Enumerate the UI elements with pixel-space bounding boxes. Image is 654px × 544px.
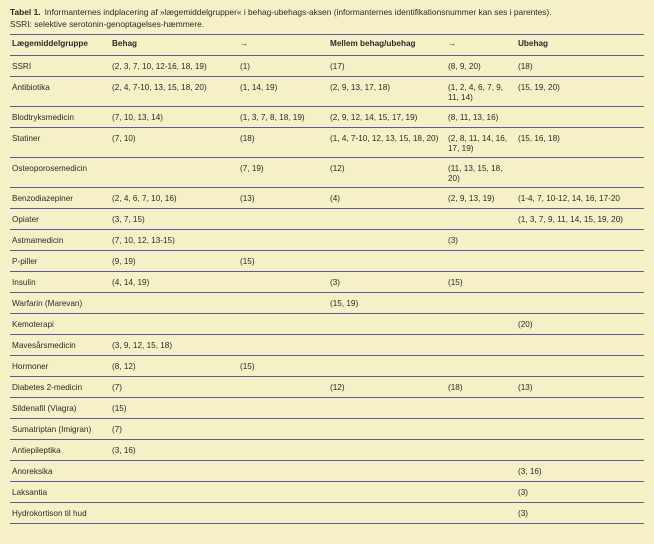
arrow-1-cell bbox=[238, 272, 328, 293]
arrow-1-cell: (18) bbox=[238, 128, 328, 158]
ubehag-cell bbox=[516, 230, 644, 251]
behag-cell: (15) bbox=[110, 398, 238, 419]
behag-cell bbox=[110, 158, 238, 188]
mellem-cell bbox=[328, 230, 446, 251]
drug-group-cell: Sumatriptan (Imigran) bbox=[10, 419, 110, 440]
drug-group-cell: Astmamedicin bbox=[10, 230, 110, 251]
behag-cell: (3, 9, 12, 15, 18) bbox=[110, 335, 238, 356]
ubehag-cell: (3) bbox=[516, 482, 644, 503]
behag-cell: (3, 16) bbox=[110, 440, 238, 461]
arrow-2-cell bbox=[446, 335, 516, 356]
mellem-cell: (1, 4, 7-10, 12, 13, 15, 18, 20) bbox=[328, 128, 446, 158]
behag-cell: (7) bbox=[110, 419, 238, 440]
ubehag-cell: (1-4, 7, 10-12, 14, 16, 17-20 bbox=[516, 188, 644, 209]
arrow-2-cell: (8, 9, 20) bbox=[446, 56, 516, 77]
behag-cell: (7) bbox=[110, 377, 238, 398]
behag-cell: (2, 4, 6, 7, 10, 16) bbox=[110, 188, 238, 209]
drug-group-cell: Hormoner bbox=[10, 356, 110, 377]
caption-label: Tabel 1. bbox=[10, 7, 41, 17]
mellem-cell bbox=[328, 335, 446, 356]
drug-group-cell: Anoreksika bbox=[10, 461, 110, 482]
ubehag-cell bbox=[516, 272, 644, 293]
drug-group-cell: Laksantia bbox=[10, 482, 110, 503]
ubehag-cell: (3) bbox=[516, 503, 644, 524]
arrow-1-cell bbox=[238, 293, 328, 314]
drug-group-cell: Hydrokortison til hud bbox=[10, 503, 110, 524]
header-mellem: Mellem behag/ubehag bbox=[328, 35, 446, 56]
mellem-cell bbox=[328, 356, 446, 377]
table-row bbox=[10, 107, 644, 128]
arrow-2-cell bbox=[446, 209, 516, 230]
drug-group-cell: Antiepileptika bbox=[10, 440, 110, 461]
drug-group-cell: Benzodiazepiner bbox=[10, 188, 110, 209]
arrow-1-cell: (1, 3, 7, 8, 18, 19) bbox=[238, 107, 328, 128]
arrow-2-cell bbox=[446, 293, 516, 314]
table-row bbox=[10, 482, 644, 503]
table-row bbox=[10, 56, 644, 77]
mellem-cell bbox=[328, 209, 446, 230]
arrow-2-cell bbox=[446, 398, 516, 419]
mellem-cell: (3) bbox=[328, 272, 446, 293]
caption-line-2: SSRI: selektive serotonin-genoptagelses-hæmmere. bbox=[10, 19, 205, 29]
drug-group-cell: Opiater bbox=[10, 209, 110, 230]
mellem-cell bbox=[328, 461, 446, 482]
arrow-1-cell bbox=[238, 419, 328, 440]
ubehag-cell bbox=[516, 440, 644, 461]
arrow-1-cell bbox=[238, 440, 328, 461]
ubehag-cell: (3, 16) bbox=[516, 461, 644, 482]
ubehag-cell bbox=[516, 158, 644, 188]
table-row bbox=[10, 314, 644, 335]
table-row bbox=[10, 503, 644, 524]
arrow-2-cell: (2, 9, 13, 19) bbox=[446, 188, 516, 209]
behag-cell bbox=[110, 482, 238, 503]
ubehag-cell bbox=[516, 335, 644, 356]
mellem-cell: (15, 19) bbox=[328, 293, 446, 314]
ubehag-cell: (15, 19, 20) bbox=[516, 77, 644, 107]
table-row bbox=[10, 461, 644, 482]
drug-group-cell: Osteoporosemedicin bbox=[10, 158, 110, 188]
mellem-cell: (17) bbox=[328, 56, 446, 77]
table-row bbox=[10, 209, 644, 230]
arrow-1-cell: (13) bbox=[238, 188, 328, 209]
arrow-1-cell bbox=[238, 377, 328, 398]
header-row bbox=[10, 35, 644, 56]
header-behag: Behag bbox=[110, 35, 238, 56]
ubehag-cell bbox=[516, 107, 644, 128]
drug-group-cell: Statiner bbox=[10, 128, 110, 158]
arrow-2-cell bbox=[446, 461, 516, 482]
ubehag-cell: (18) bbox=[516, 56, 644, 77]
arrow-1-cell: (1) bbox=[238, 56, 328, 77]
drug-group-cell: Mavesårsmedicin bbox=[10, 335, 110, 356]
arrow-1-cell bbox=[238, 482, 328, 503]
table-row bbox=[10, 377, 644, 398]
ubehag-cell bbox=[516, 293, 644, 314]
ubehag-cell bbox=[516, 419, 644, 440]
behag-cell bbox=[110, 503, 238, 524]
drug-group-cell: Blodtryksmedicin bbox=[10, 107, 110, 128]
arrow-1-cell bbox=[238, 398, 328, 419]
arrow-2-cell: (3) bbox=[446, 230, 516, 251]
mellem-cell bbox=[328, 419, 446, 440]
table-row bbox=[10, 440, 644, 461]
drug-group-cell: Warfarin (Marevan) bbox=[10, 293, 110, 314]
table-row bbox=[10, 272, 644, 293]
drug-group-cell: Kemoterapi bbox=[10, 314, 110, 335]
ubehag-cell bbox=[516, 251, 644, 272]
table-row bbox=[10, 77, 644, 107]
arrow-2-cell bbox=[446, 440, 516, 461]
behag-cell: (7, 10, 12, 13-15) bbox=[110, 230, 238, 251]
caption-text: Informanternes indplacering af »lægemiddelgrupper« i behag-ubehags-aksen (informanternes identifikationsnummer kan ses i parentes). bbox=[44, 7, 552, 17]
header-drug-group: Lægemiddelgruppe bbox=[10, 35, 110, 56]
table-row bbox=[10, 335, 644, 356]
header-arrow-1: → bbox=[238, 35, 328, 56]
arrow-2-cell bbox=[446, 419, 516, 440]
arrow-2-cell bbox=[446, 503, 516, 524]
table-row bbox=[10, 128, 644, 158]
behag-cell: (9, 19) bbox=[110, 251, 238, 272]
behag-cell: (7, 10) bbox=[110, 128, 238, 158]
data-table bbox=[10, 34, 644, 524]
arrow-1-cell bbox=[238, 461, 328, 482]
arrow-2-cell: (15) bbox=[446, 272, 516, 293]
arrow-2-cell: (1, 2, 4, 6, 7, 9, 11, 14) bbox=[446, 77, 516, 107]
table-row bbox=[10, 158, 644, 188]
table-row bbox=[10, 419, 644, 440]
mellem-cell: (2, 9, 13, 17, 18) bbox=[328, 77, 446, 107]
mellem-cell: (2, 9, 12, 14, 15, 17, 19) bbox=[328, 107, 446, 128]
arrow-1-cell bbox=[238, 209, 328, 230]
arrow-2-cell bbox=[446, 482, 516, 503]
drug-group-cell: Diabetes 2-medicin bbox=[10, 377, 110, 398]
header-arrow-2: → bbox=[446, 35, 516, 56]
mellem-cell bbox=[328, 503, 446, 524]
mellem-cell bbox=[328, 440, 446, 461]
mellem-cell: (4) bbox=[328, 188, 446, 209]
table-row bbox=[10, 188, 644, 209]
behag-cell bbox=[110, 314, 238, 335]
arrow-2-cell bbox=[446, 356, 516, 377]
arrow-2-cell: (18) bbox=[446, 377, 516, 398]
arrow-2-cell bbox=[446, 251, 516, 272]
behag-cell: (4, 14, 19) bbox=[110, 272, 238, 293]
table-row bbox=[10, 251, 644, 272]
behag-cell: (3, 7, 15) bbox=[110, 209, 238, 230]
table-row bbox=[10, 230, 644, 251]
arrow-1-cell: (15) bbox=[238, 251, 328, 272]
ubehag-cell: (13) bbox=[516, 377, 644, 398]
table-row bbox=[10, 356, 644, 377]
behag-cell: (2, 3, 7, 10, 12-16, 18, 19) bbox=[110, 56, 238, 77]
ubehag-cell bbox=[516, 356, 644, 377]
behag-cell: (8, 12) bbox=[110, 356, 238, 377]
arrow-1-cell bbox=[238, 503, 328, 524]
drug-group-cell: P-piller bbox=[10, 251, 110, 272]
arrow-1-cell bbox=[238, 314, 328, 335]
table-row bbox=[10, 398, 644, 419]
drug-group-cell: Antibiotika bbox=[10, 77, 110, 107]
mellem-cell bbox=[328, 251, 446, 272]
behag-cell bbox=[110, 461, 238, 482]
table-caption bbox=[10, 6, 644, 30]
arrow-1-cell: (15) bbox=[238, 356, 328, 377]
ubehag-cell bbox=[516, 398, 644, 419]
arrow-2-cell: (11, 13, 15, 18, 20) bbox=[446, 158, 516, 188]
ubehag-cell: (15, 16, 18) bbox=[516, 128, 644, 158]
table-row bbox=[10, 293, 644, 314]
mellem-cell: (12) bbox=[328, 377, 446, 398]
behag-cell: (2, 4, 7-10, 13, 15, 18, 20) bbox=[110, 77, 238, 107]
arrow-1-cell bbox=[238, 335, 328, 356]
mellem-cell: (12) bbox=[328, 158, 446, 188]
arrow-1-cell bbox=[238, 230, 328, 251]
mellem-cell bbox=[328, 482, 446, 503]
ubehag-cell: (20) bbox=[516, 314, 644, 335]
mellem-cell bbox=[328, 314, 446, 335]
header-ubehag: Ubehag bbox=[516, 35, 644, 56]
caption-line-1 bbox=[10, 6, 644, 18]
arrow-1-cell: (1, 14, 19) bbox=[238, 77, 328, 107]
behag-cell: (7, 10, 13, 14) bbox=[110, 107, 238, 128]
behag-cell bbox=[110, 293, 238, 314]
drug-group-cell: Sildenafil (Viagra) bbox=[10, 398, 110, 419]
drug-group-cell: SSRI bbox=[10, 56, 110, 77]
drug-group-cell: Insulin bbox=[10, 272, 110, 293]
arrow-2-cell: (2, 8, 11, 14, 16, 17, 19) bbox=[446, 128, 516, 158]
arrow-1-cell: (7, 19) bbox=[238, 158, 328, 188]
table-body bbox=[10, 56, 644, 524]
arrow-2-cell: (8, 11, 13, 16) bbox=[446, 107, 516, 128]
arrow-2-cell bbox=[446, 314, 516, 335]
mellem-cell bbox=[328, 398, 446, 419]
ubehag-cell: (1, 3, 7, 9, 11, 14, 15, 19, 20) bbox=[516, 209, 644, 230]
